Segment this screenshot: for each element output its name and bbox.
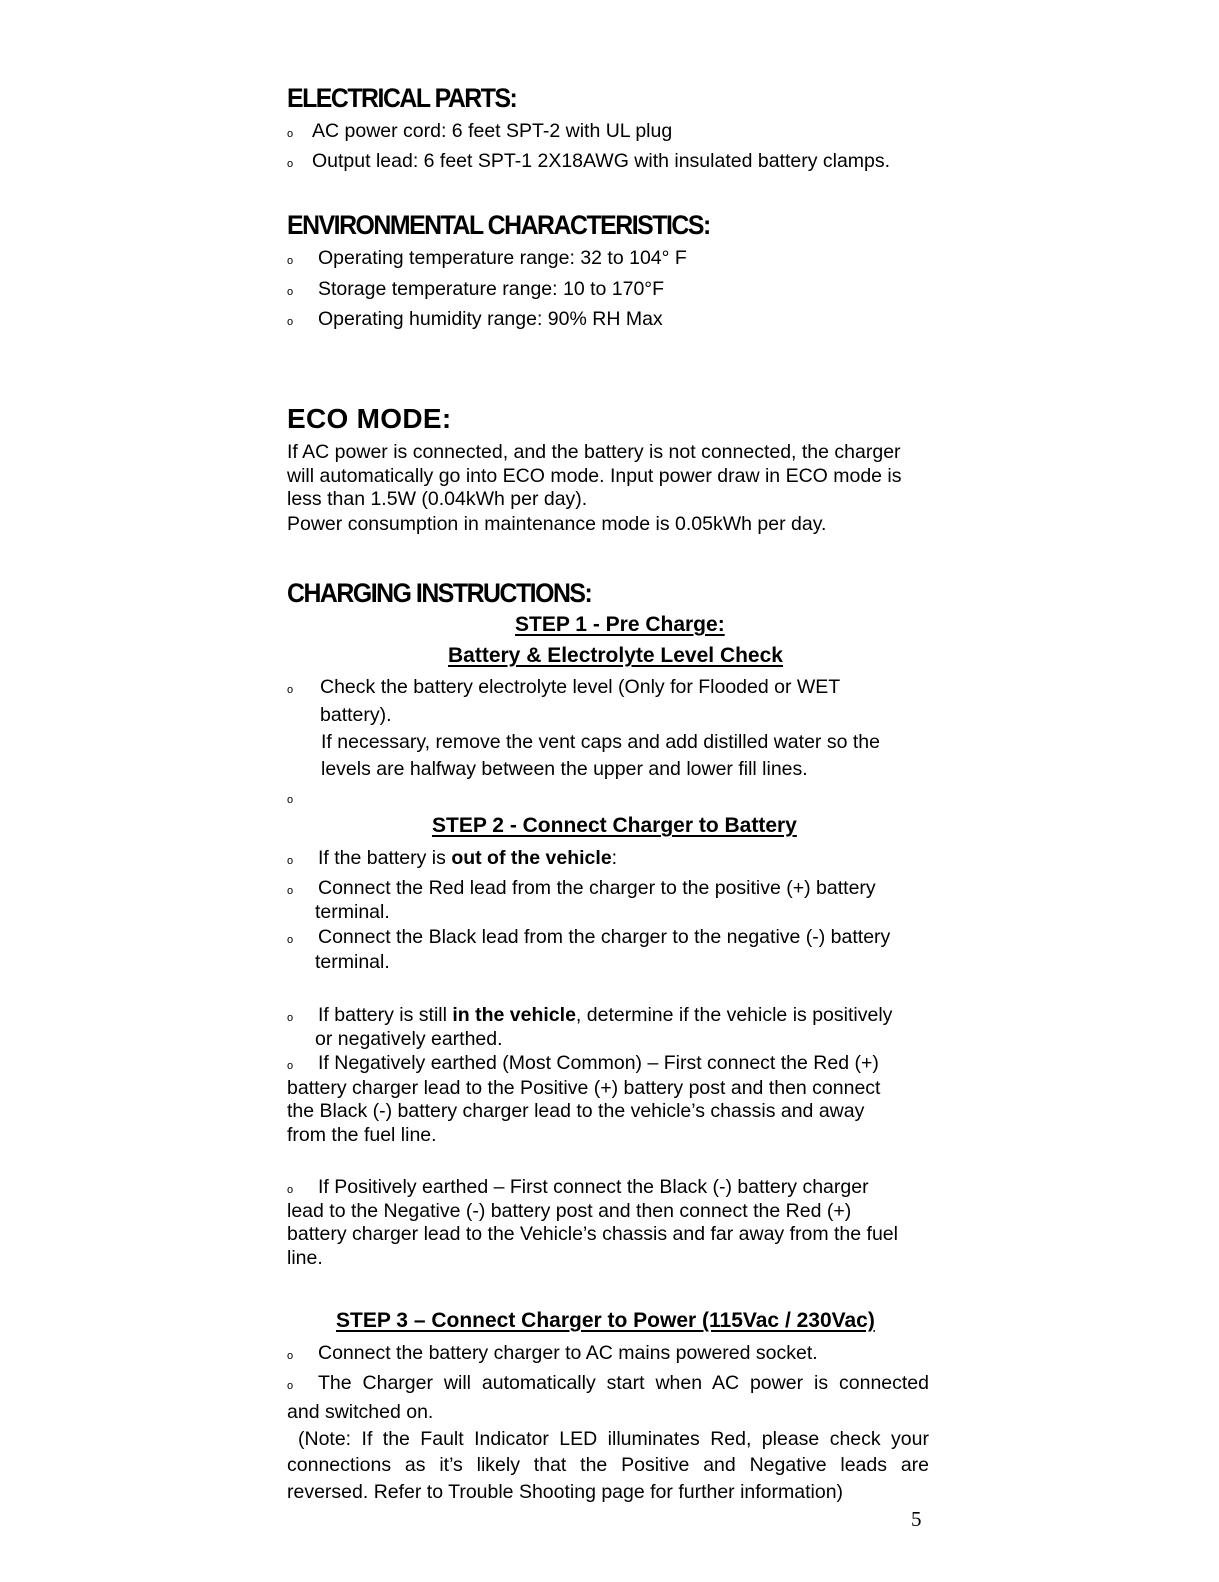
eco-text-line: Power consumption in maintenance mode is 0.05kWh per day. [287, 513, 827, 535]
step1-line: If necessary, remove the vent caps and add distilled water so the [321, 731, 880, 753]
step1-title: STEP 1 - Pre Charge: [515, 613, 725, 636]
charging-instructions-heading: CHARGING INSTRUCTIONS: [287, 578, 592, 608]
eco-text-line: If AC power is connected, and the battery is not connected, the charger [287, 441, 901, 463]
step2-out-of-vehicle [318, 846, 617, 870]
step2-neg-line: If Negatively earthed (Most Common) – First connect the Red (+) [318, 1052, 879, 1074]
bullet: o [287, 128, 294, 140]
step2-in-pre: If battery is still [318, 1004, 453, 1026]
step2-in-bold: in the vehicle [452, 1004, 576, 1026]
step2-red-line: terminal. [315, 901, 390, 923]
bullet: o [287, 1380, 294, 1392]
electrical-parts-heading: ELECTRICAL PARTS: [287, 83, 517, 113]
bullet: o [287, 158, 294, 170]
bullet: o [287, 1350, 294, 1362]
step2-black-line: terminal. [315, 951, 390, 973]
electrical-item: AC power cord: 6 feet SPT-2 with UL plug [312, 120, 673, 142]
step2-neg-line: battery charger lead to the Positive (+) battery post and then connect [287, 1077, 881, 1099]
step3-note-line: reversed. Refer to Trouble Shooting page for further information) [287, 1481, 844, 1503]
bullet: o [287, 1060, 294, 1072]
page-number: 5 [911, 1507, 922, 1531]
bullet: o [287, 286, 294, 298]
environmental-item: Operating humidity range: 90% RH Max [318, 308, 663, 330]
bullet: o [287, 255, 294, 267]
step1-line: levels are halfway between the upper and lower fill lines. [321, 758, 808, 780]
step1-subtitle: Battery & Electrolyte Level Check [448, 644, 783, 667]
step2-red-line: Connect the Red lead from the charger to the positive (+) battery [318, 877, 876, 899]
step2-out-post: : [611, 847, 618, 869]
step2-in-post: , determine if the vehicle is positively [575, 1004, 893, 1026]
environmental-heading: ENVIRONMENTAL CHARACTERISTICS: [287, 210, 710, 240]
bullet: o [287, 1184, 294, 1196]
step2-pos-line: lead to the Negative (-) battery post and then connect the Red (+) [287, 1200, 852, 1222]
bullet: o [287, 934, 294, 946]
step2-pos-line: If Positively earthed – First connect the Black (-) battery charger [318, 1176, 869, 1198]
step2-pos-line: battery charger lead to the Vehicle’s chassis and far away from the fuel [287, 1223, 898, 1245]
step2-neg-line: from the fuel line. [287, 1124, 437, 1146]
step2-pos-line: line. [287, 1247, 323, 1269]
step2-black-line: Connect the Black lead from the charger to the negative (-) battery [318, 926, 891, 948]
eco-mode-heading: ECO MODE: [287, 403, 452, 434]
step2-title: STEP 2 - Connect Charger to Battery [432, 814, 797, 837]
step2-out-pre: If the battery is [318, 847, 452, 869]
bullet: o [287, 1012, 294, 1024]
step3-note-line: (Note: If the Fault Indicator LED illuminates Red, please check your [298, 1428, 929, 1450]
step3-line: and switched on. [287, 1401, 434, 1423]
bullet: o [287, 855, 294, 867]
step3-line: Connect the battery charger to AC mains powered socket. [318, 1342, 818, 1364]
step1-line: Check the battery electrolyte level (Only for Flooded or WET [320, 676, 841, 698]
step3-note-line: connections as it’s likely that the Positive and Negative leads are [287, 1454, 929, 1476]
step3-title: STEP 3 – Connect Charger to Power (115Vac / 230Vac) [336, 1309, 875, 1332]
electrical-item: Output lead: 6 feet SPT-1 2X18AWG with insulated battery clamps. [312, 150, 891, 172]
step2-neg-line: the Black (-) battery charger lead to the vehicle’s chassis and away [287, 1100, 865, 1122]
environmental-item: Operating temperature range: 32 to 104° F [318, 247, 687, 269]
bullet: o [287, 794, 294, 806]
bullet: o [287, 885, 294, 897]
environmental-item: Storage temperature range: 10 to 170°F [318, 278, 665, 300]
step3-line: The Charger will automatically start when AC power is connected [318, 1372, 929, 1394]
step2-out-bold: out of the vehicle [451, 847, 612, 869]
bullet: o [287, 316, 294, 328]
eco-text-line: will automatically go into ECO mode. Input power draw in ECO mode is [287, 465, 902, 487]
step2-in-line: or negatively earthed. [315, 1028, 503, 1050]
step1-line: battery). [320, 704, 392, 726]
step2-in-vehicle [318, 1003, 892, 1027]
eco-text-line: less than 1.5W (0.04kWh per day). [287, 488, 588, 510]
bullet: o [287, 684, 294, 696]
